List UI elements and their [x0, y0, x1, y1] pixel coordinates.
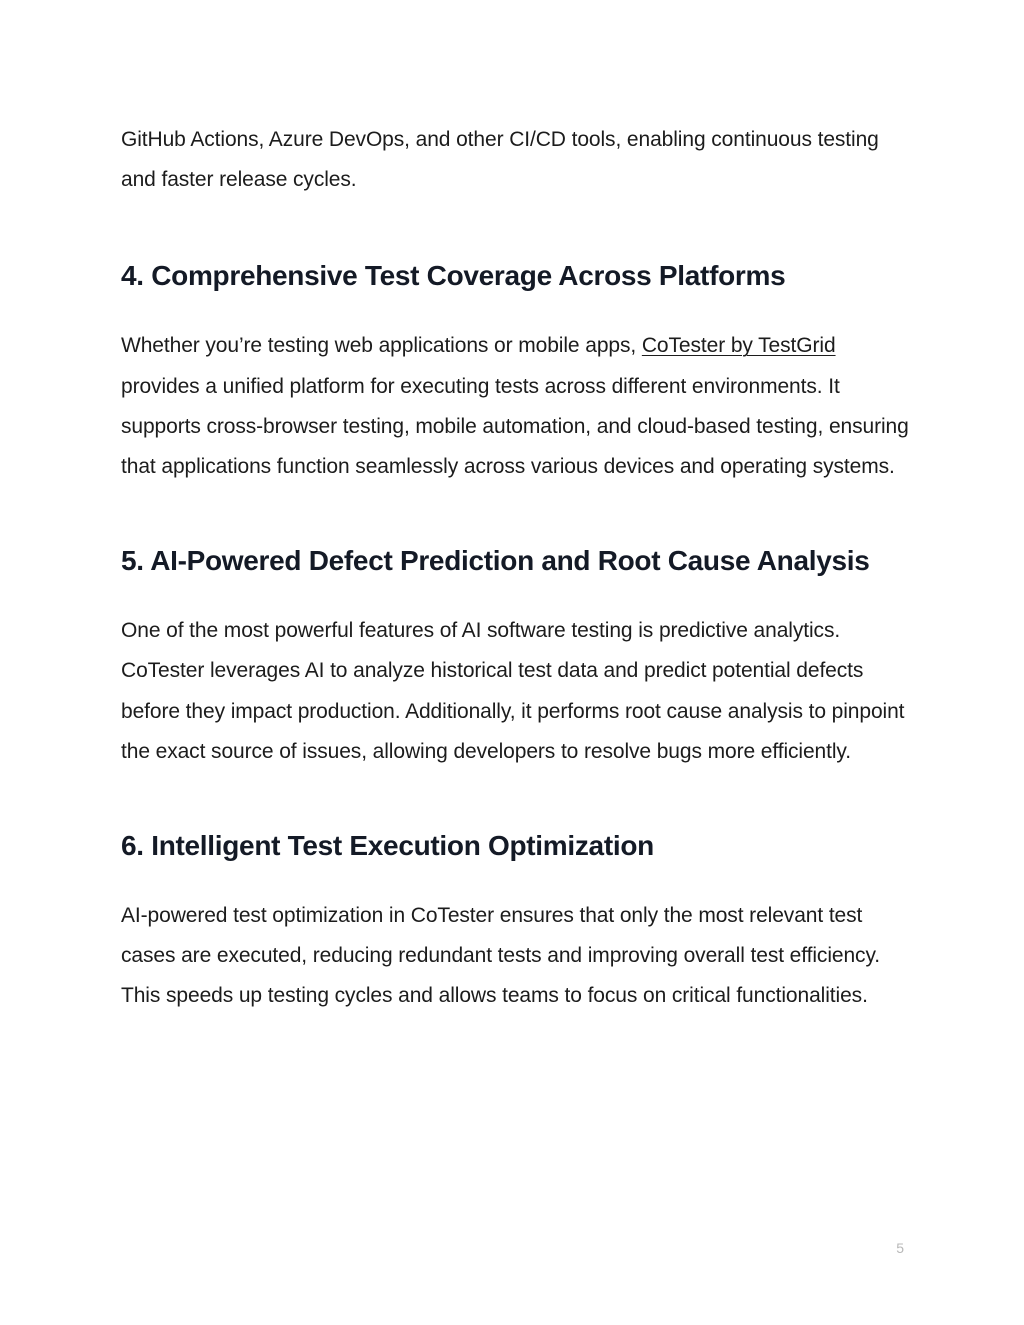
section-4-text-after-link: provides a unified platform for executing tests across different environments. It supports cross-browser testing, mobile automation, and cloud-based testing, ensuring that applications function seamlessly across various devices and operating systems.	[121, 374, 909, 479]
section-4-heading: 4. Comprehensive Test Coverage Across Platforms	[121, 260, 786, 292]
section-5-paragraph: One of the most powerful features of AI software testing is predictive analytics. CoTester leverages AI to analyze historical test data and predict potential defects before they impact production. Additionally, it performs root cause analysis to pinpoint the exact source of issues, allowing developers to resolve bugs more efficiently.	[121, 619, 905, 763]
section-4-paragraph	[121, 326, 911, 487]
section-6-paragraph: AI-powered test optimization in CoTester ensures that only the most relevant test cases are executed, reducing redundant tests and improving overall test efficiency. This speeds up testing cycles and allows teams to focus on critical functionalities.	[121, 904, 881, 1008]
section-4-text-before-link: Whether you’re testing web applications or mobile apps,	[121, 334, 642, 358]
section-5-heading: 5. AI-Powered Defect Prediction and Root Cause Analysis	[121, 545, 870, 577]
intro-paragraph: GitHub Actions, Azure DevOps, and other CI/CD tools, enabling continuous testing and faster release cycles.	[121, 128, 879, 192]
cotester-link[interactable]: CoTester by TestGrid	[641, 334, 836, 358]
section-6-heading: 6. Intelligent Test Execution Optimization	[121, 830, 654, 862]
document-page	[121, 120, 911, 1017]
page-number: 5	[896, 1240, 904, 1256]
